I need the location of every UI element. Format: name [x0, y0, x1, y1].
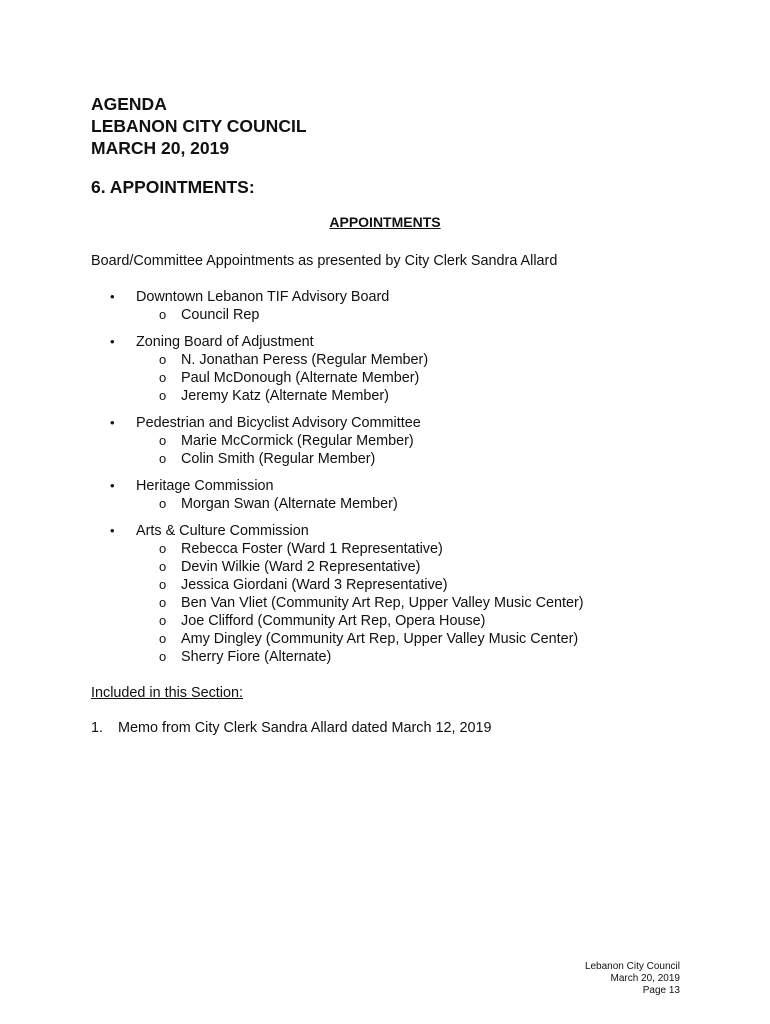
bullet-icon: • [110, 523, 115, 538]
bullet-icon: • [110, 415, 115, 430]
member-name: Paul McDonough (Alternate Member) [181, 370, 420, 386]
board-name: Downtown Lebanon TIF Advisory Board [136, 289, 390, 305]
bullet-icon: • [110, 289, 115, 304]
member-name: Devin Wilkie (Ward 2 Representative) [181, 559, 421, 575]
agenda-header [91, 93, 307, 159]
sub-bullet-icon: o [159, 352, 167, 367]
sub-bullet-icon: o [159, 433, 167, 448]
member-name: Council Rep [181, 307, 260, 323]
member-name: Sherry Fiore (Alternate) [181, 649, 332, 665]
council-name: LEBANON CITY COUNCIL [91, 116, 307, 136]
sub-bullet-icon: o [159, 370, 167, 385]
bullet-icon: • [110, 478, 115, 493]
member-name: Colin Smith (Regular Member) [181, 451, 376, 467]
sub-bullet-icon: o [159, 307, 167, 322]
member-name: Joe Clifford (Community Art Rep, Opera House) [181, 613, 486, 629]
meeting-date: MARCH 20, 2019 [91, 138, 230, 158]
member-name: Jeremy Katz (Alternate Member) [181, 388, 389, 404]
sub-heading [0, 214, 770, 230]
sub-bullet-icon: o [159, 388, 167, 403]
sub-bullet-icon: o [159, 595, 167, 610]
sub-bullet-icon: o [159, 577, 167, 592]
included-heading: Included in this Section: [91, 685, 243, 701]
footer-date: March 20, 2019 [610, 973, 680, 984]
board-name: Heritage Commission [136, 478, 274, 494]
member-name: Ben Van Vliet (Community Art Rep, Upper Valley Music Center) [181, 595, 584, 611]
sub-bullet-icon: o [159, 649, 167, 664]
member-name: Marie McCormick (Regular Member) [181, 433, 414, 449]
included-item-text: Memo from City Clerk Sandra Allard dated March 12, 2019 [118, 720, 492, 736]
board-name: Pedestrian and Bicyclist Advisory Committee [136, 415, 421, 431]
page-footer [585, 961, 680, 997]
sub-bullet-icon: o [159, 496, 167, 511]
footer-council: Lebanon City Council [584, 961, 680, 972]
member-name: Morgan Swan (Alternate Member) [181, 496, 398, 512]
sub-heading-text: APPOINTMENTS [329, 214, 441, 230]
member-name: Rebecca Foster (Ward 1 Representative) [181, 541, 443, 557]
agenda-title: AGENDA [91, 94, 167, 114]
sub-bullet-icon: o [159, 541, 167, 556]
member-name: Amy Dingley (Community Art Rep, Upper Valley Music Center) [181, 631, 579, 647]
included-item-number: 1. [91, 720, 104, 736]
member-name: N. Jonathan Peress (Regular Member) [181, 352, 429, 368]
board-name: Zoning Board of Adjustment [136, 334, 314, 350]
footer-page: Page 13 [642, 985, 680, 996]
sub-bullet-icon: o [159, 559, 167, 574]
sub-bullet-icon: o [159, 613, 167, 628]
bullet-icon: • [110, 334, 115, 349]
section-heading: 6. APPOINTMENTS: [91, 177, 255, 197]
board-name: Arts & Culture Commission [136, 523, 309, 539]
sub-bullet-icon: o [159, 631, 167, 646]
member-name: Jessica Giordani (Ward 3 Representative) [181, 577, 448, 593]
intro-text: Board/Committee Appointments as presented by City Clerk Sandra Allard [91, 253, 558, 269]
sub-bullet-icon: o [159, 451, 167, 466]
